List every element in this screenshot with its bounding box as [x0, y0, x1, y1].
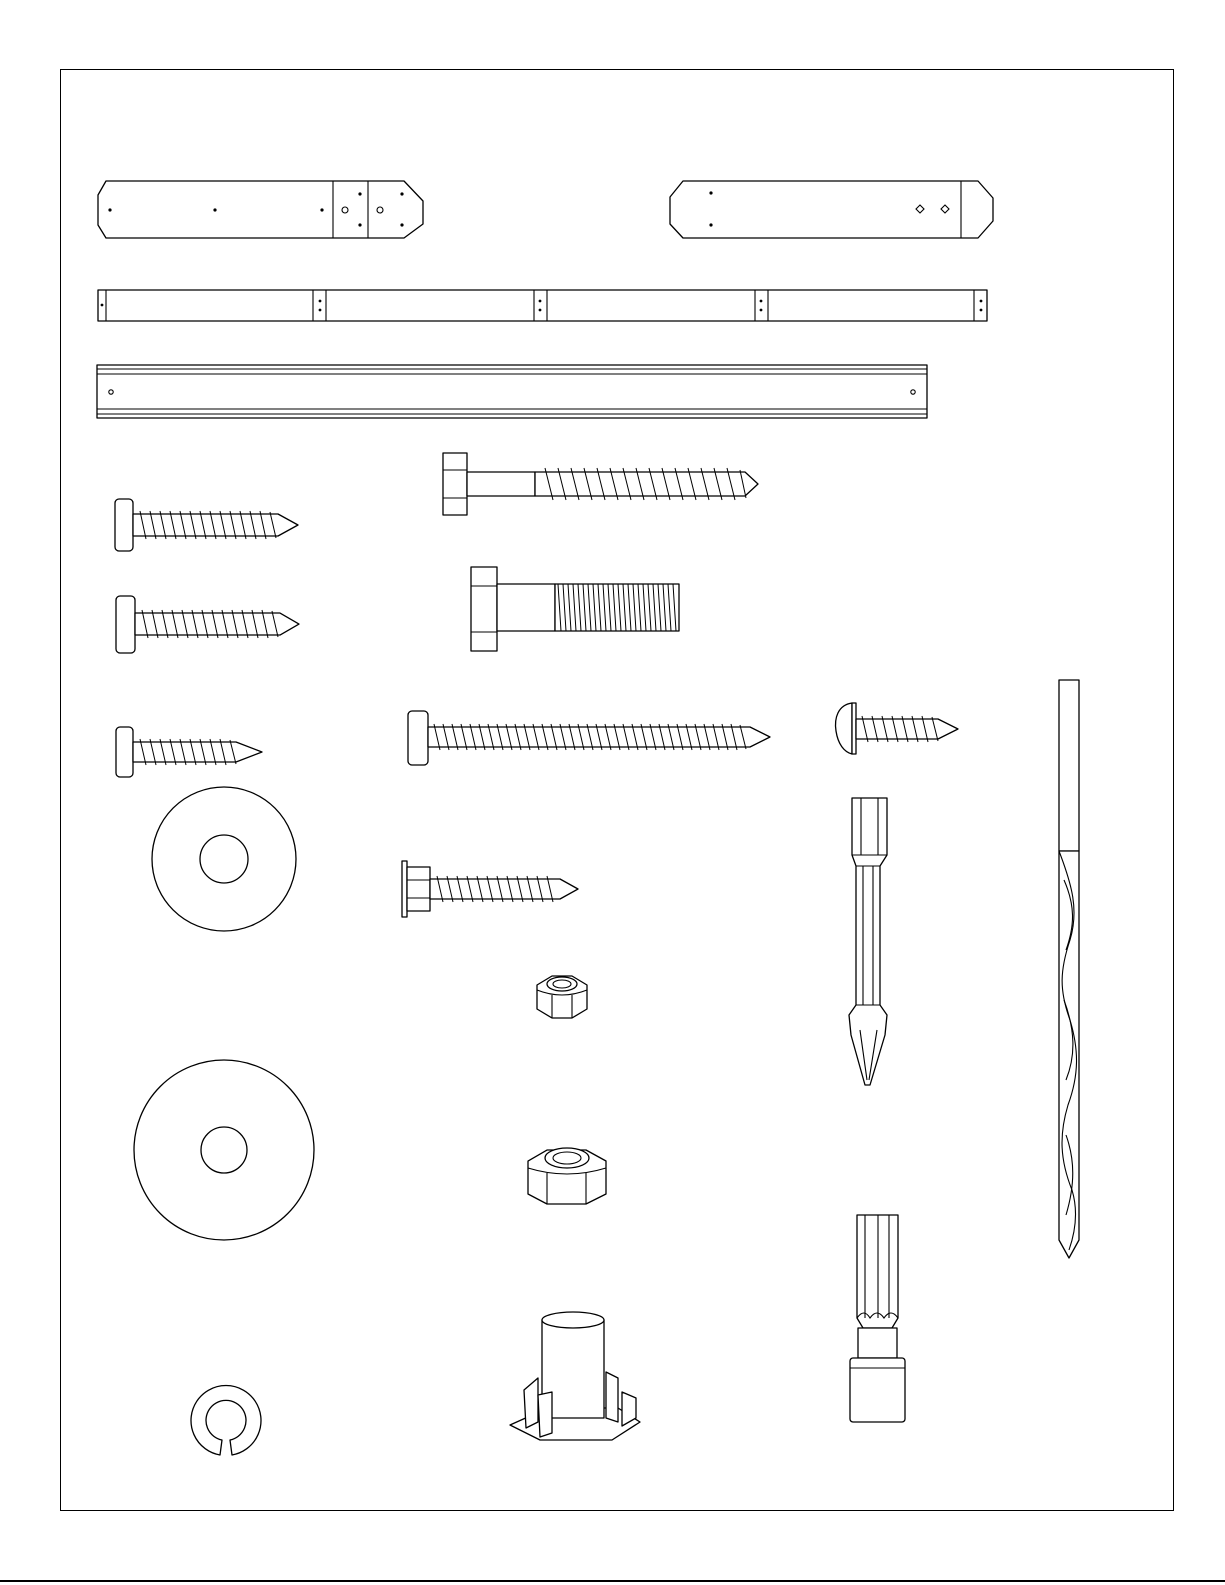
hex-washer-screw — [402, 861, 578, 917]
long-screw — [408, 711, 770, 765]
truss-screw — [836, 703, 958, 754]
nylon-nut-large — [528, 1148, 606, 1204]
pan-screw-a — [115, 499, 298, 551]
washer-large — [134, 1060, 314, 1240]
t-nut — [510, 1312, 640, 1440]
pan-screw-b — [116, 596, 299, 653]
washer-medium — [152, 787, 296, 931]
pan-screw-c — [116, 727, 262, 777]
support-bracket-right — [670, 181, 993, 238]
channel-bar — [97, 365, 927, 418]
support-bracket-left — [98, 181, 423, 238]
driver-bit — [849, 798, 887, 1085]
drill-bit — [1059, 680, 1079, 1258]
footer-rule — [0, 1580, 1225, 1582]
socket-adapter — [850, 1215, 905, 1422]
rail-bar — [98, 290, 987, 321]
hex-bolt — [471, 567, 679, 651]
lag-screw — [443, 453, 758, 515]
nylon-nut-small — [537, 976, 587, 1018]
lock-washer — [191, 1386, 261, 1455]
